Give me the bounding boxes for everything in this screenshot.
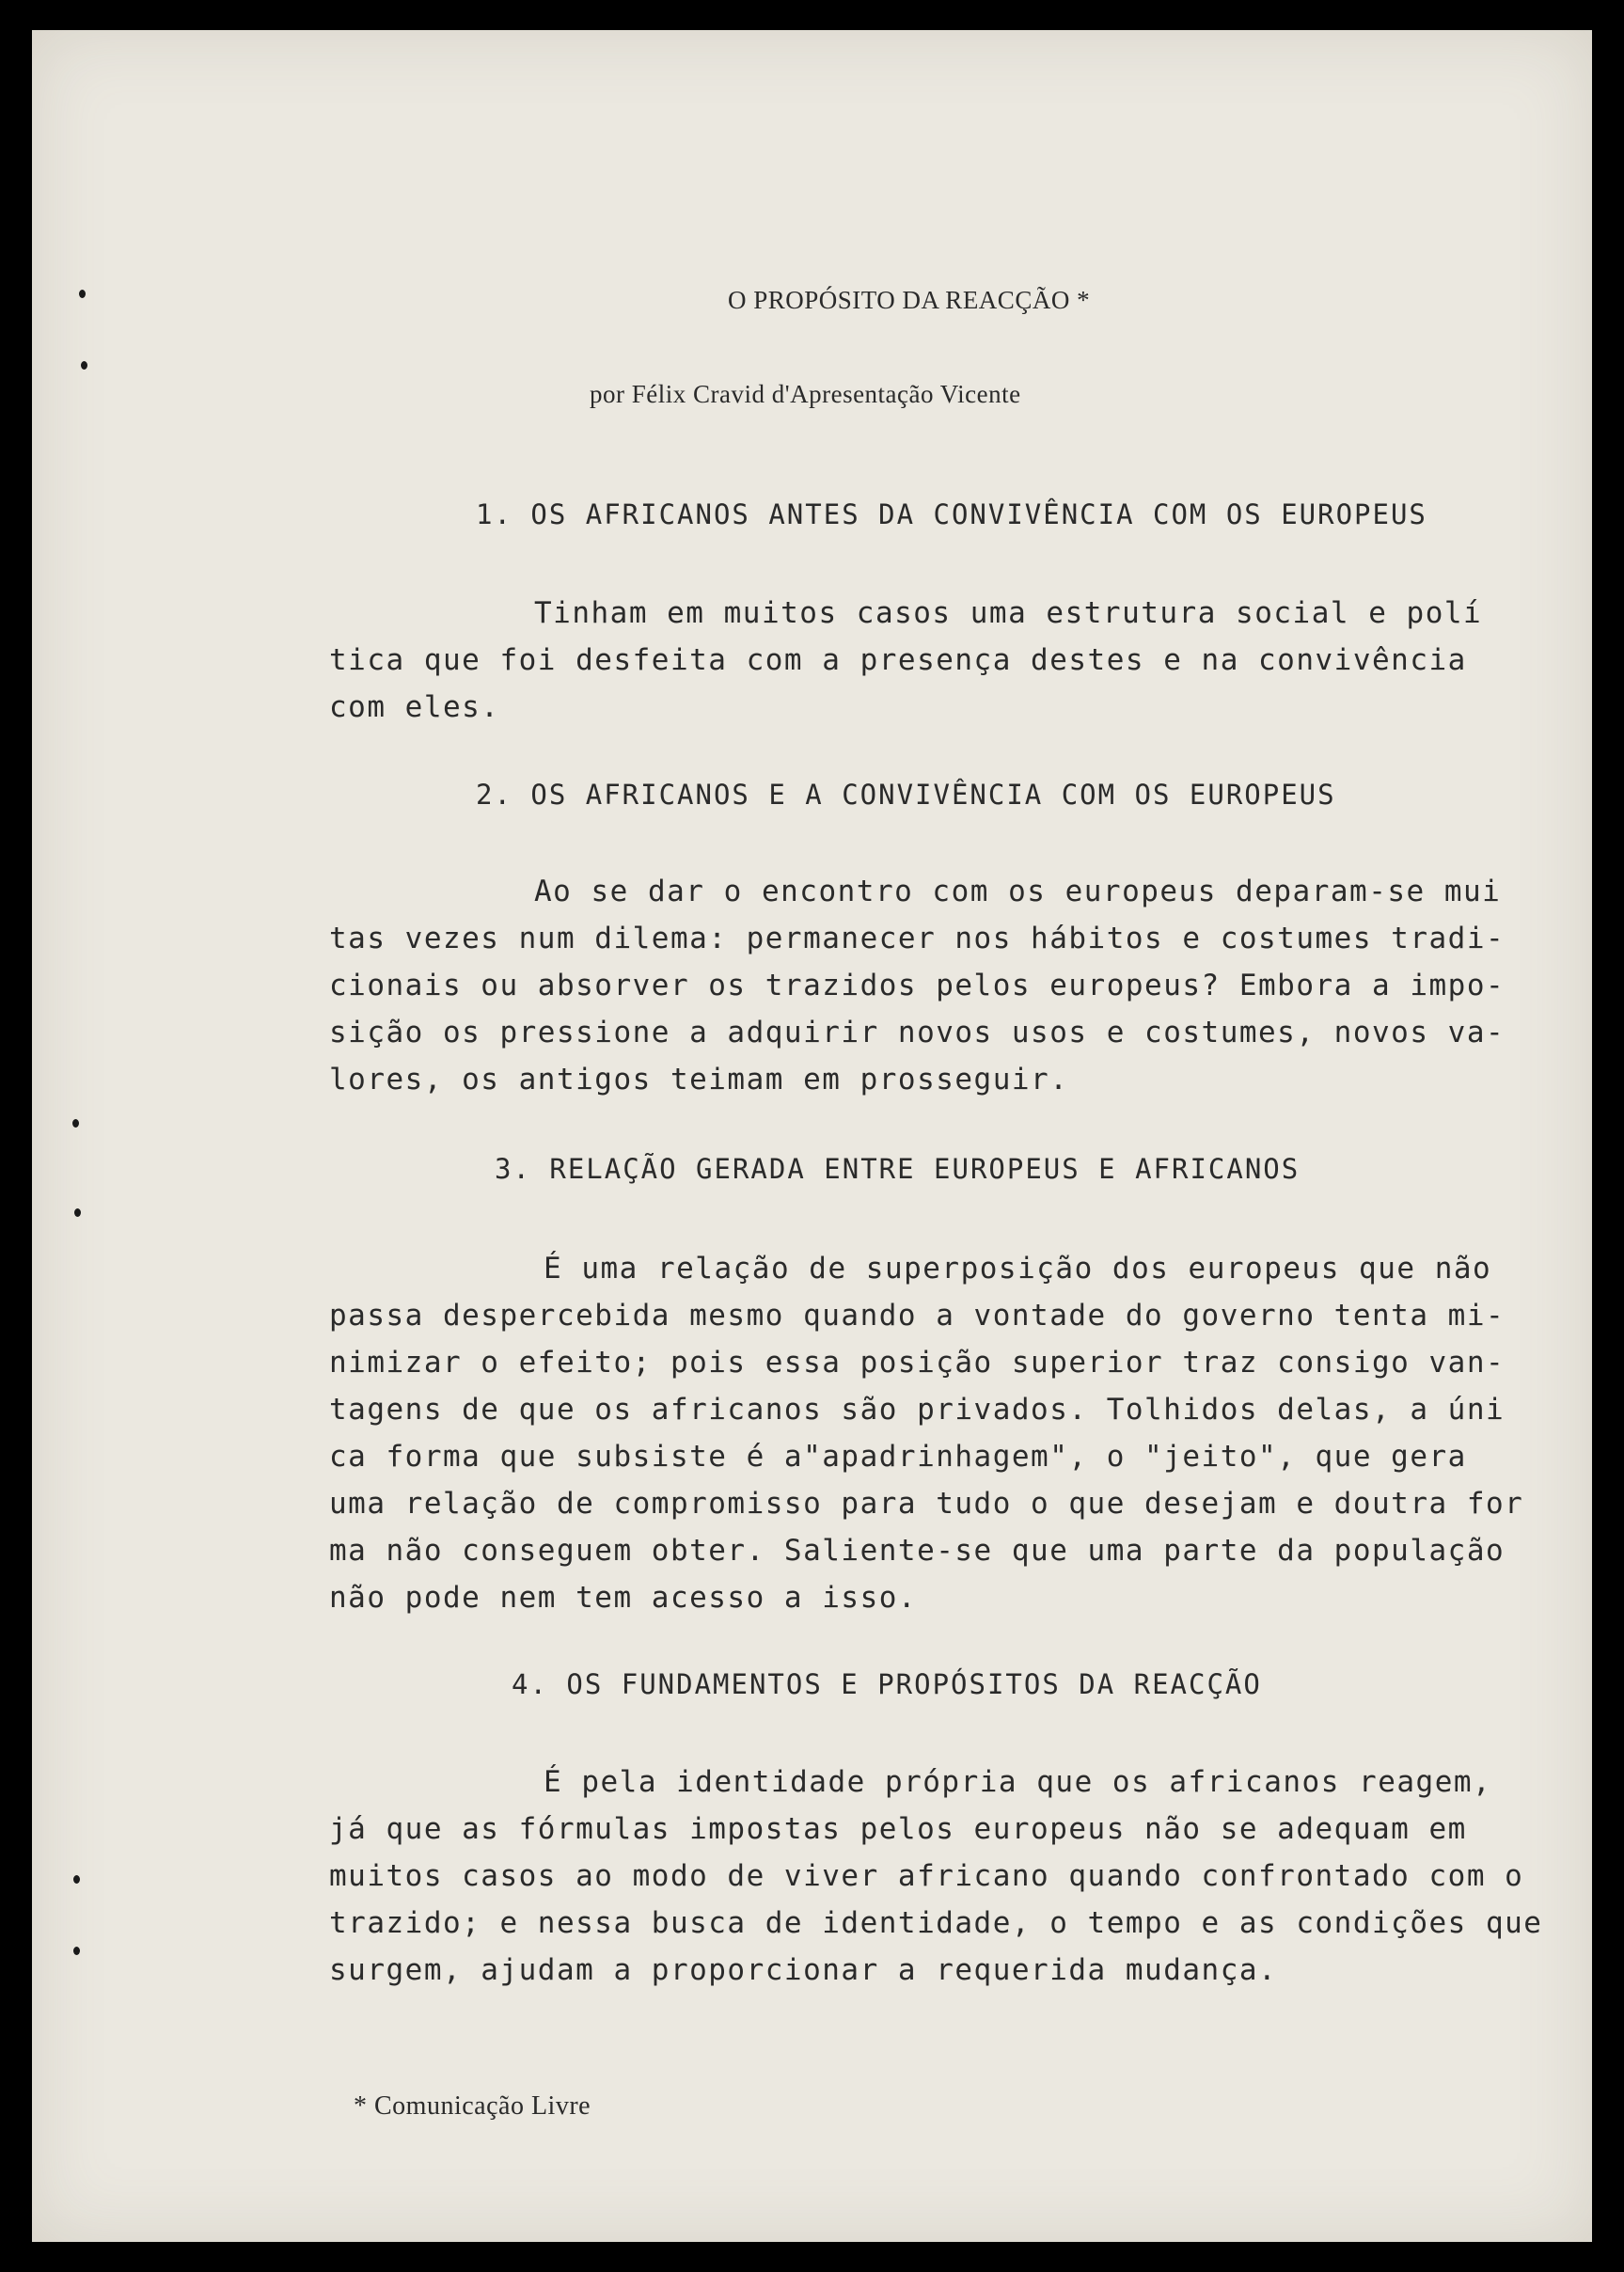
section-3-line-7: ma não conseguem obter. Saliente-se que uma parte da população <box>329 1534 1506 1568</box>
section-4-line-3: muitos casos ao modo de viver africano quando confrontado com o <box>329 1859 1524 1893</box>
section-3-line-5: ca forma que subsiste é a"apadrinhagem", o "jeito", que gera <box>329 1440 1467 1474</box>
punch-hole-mark <box>72 1119 79 1128</box>
section-2-line-2: tas vezes num dilema: permanecer nos hábitos e costumes tradi- <box>329 922 1506 955</box>
section-2-heading: 2. OS AFRICANOS E A CONVIVÊNCIA COM OS EUROPEUS <box>476 779 1336 811</box>
document-title: O PROPÓSITO DA REACÇÃO * <box>728 286 1091 314</box>
section-3-line-4: tagens de que os africanos são privados. Tolhidos delas, a úni <box>329 1393 1506 1427</box>
section-4-line-5: surgem, ajudam a proporcionar a requerida mudança. <box>329 1953 1278 1987</box>
punch-hole-mark <box>73 1875 80 1884</box>
section-1-line-3: com eles. <box>329 690 500 724</box>
section-1-heading: 1. OS AFRICANOS ANTES DA CONVIVÊNCIA COM OS EUROPEUS <box>476 498 1427 530</box>
document-author: por Félix Cravid d'Apresentação Vicente <box>590 380 1021 408</box>
section-2-line-1: Ao se dar o encontro com os europeus deparam-se mui <box>534 875 1502 908</box>
punch-hole-mark <box>73 1947 80 1955</box>
section-3-line-6: uma relação de compromisso para tudo o que desejam e doutra for <box>329 1487 1524 1521</box>
section-2-line-4: sição os pressione a adquirir novos usos e costumes, novos va- <box>329 1016 1506 1049</box>
section-4-line-2: já que as fórmulas impostas pelos europeus não se adequam em <box>329 1812 1467 1846</box>
footnote: * Comunicação Livre <box>354 2091 591 2121</box>
section-3-line-8: não pode nem tem acesso a isso. <box>329 1581 918 1615</box>
punch-hole-mark <box>79 290 86 298</box>
section-4-line-4: trazido; e nessa busca de identidade, o tempo e as condições que <box>329 1906 1543 1940</box>
section-1-line-2: tica que foi desfeita com a presença destes e na convivência <box>329 643 1467 677</box>
section-2-line-5: lores, os antigos teimam em prosseguir. <box>329 1063 1069 1097</box>
section-2-line-3: cionais ou absorver os trazidos pelos europeus? Embora a impo- <box>329 969 1506 1002</box>
document-page <box>32 30 1592 2242</box>
section-3-heading: 3. RELAÇÃO GERADA ENTRE EUROPEUS E AFRICANOS <box>495 1153 1301 1185</box>
section-3-line-3: nimizar o efeito; pois essa posição superior traz consigo van- <box>329 1346 1506 1380</box>
section-3-line-2: passa despercebida mesmo quando a vontade do governo tenta mi- <box>329 1299 1506 1333</box>
section-3-line-1: É uma relação de superposição dos europeus que não <box>544 1252 1492 1286</box>
section-1-line-1: Tinham em muitos casos uma estrutura social e polí <box>534 596 1483 630</box>
punch-hole-mark <box>74 1208 81 1217</box>
section-4-heading: 4. OS FUNDAMENTOS E PROPÓSITOS DA REACÇÃO <box>512 1668 1262 1700</box>
punch-hole-mark <box>81 361 87 370</box>
section-4-line-1: É pela identidade própria que os africanos reagem, <box>544 1765 1492 1799</box>
